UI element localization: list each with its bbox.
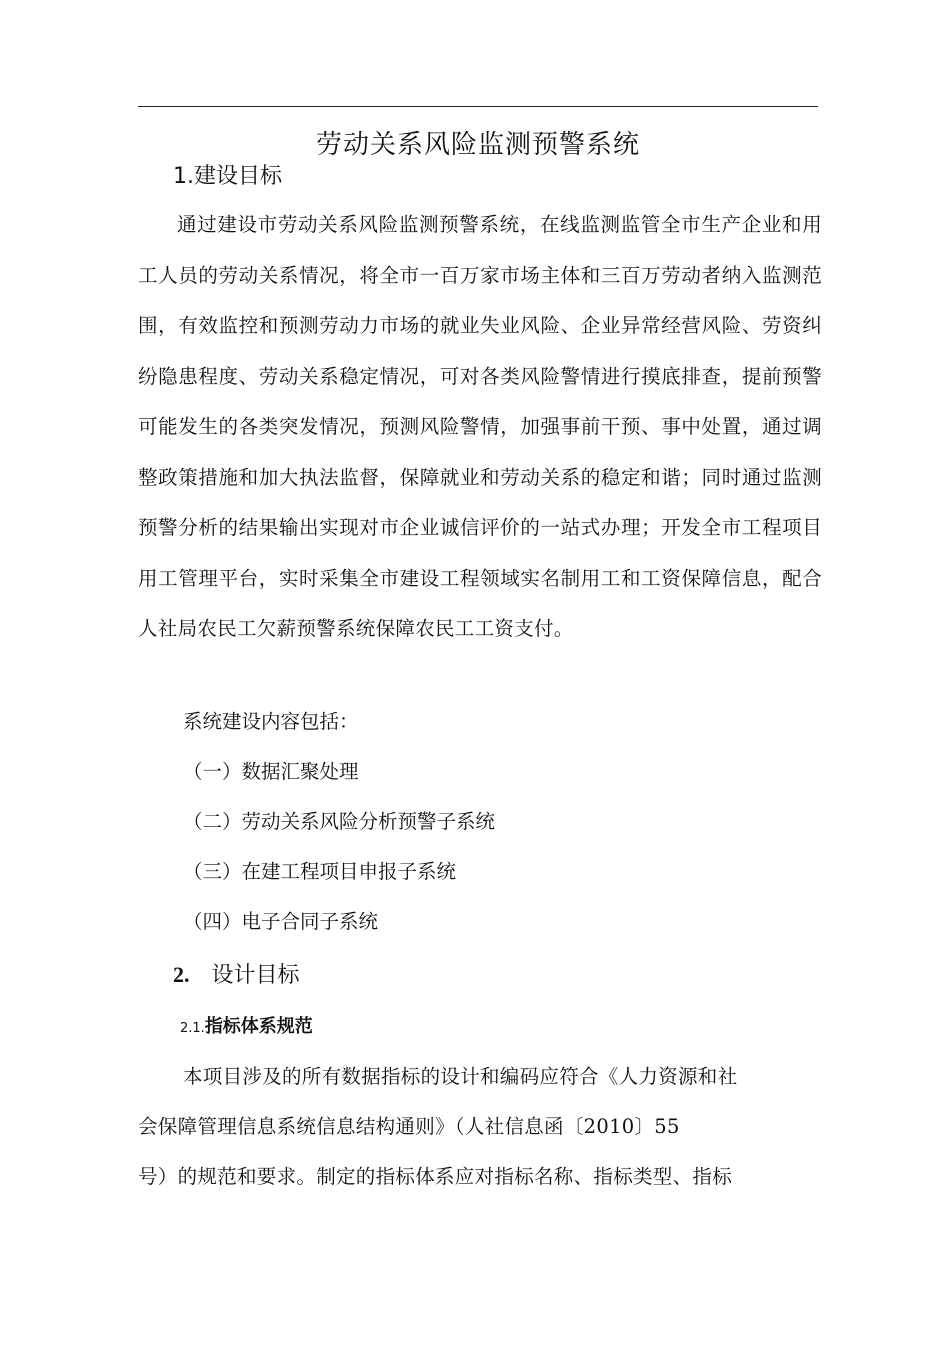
contents-item-2: （二）劳动关系风险分析预警子系统 bbox=[183, 810, 496, 833]
section-1-heading bbox=[173, 162, 282, 192]
subsection-2-1-heading bbox=[180, 1014, 313, 1042]
section-2-heading bbox=[173, 960, 300, 991]
section-2-line-3: 号）的规范和要求。制定的指标体系应对指标名称、指标类型、指标 bbox=[138, 1165, 733, 1188]
section-1-title: 建设目标 bbox=[194, 164, 283, 189]
contents-intro: 系统建设内容包括： bbox=[183, 710, 359, 733]
contents-item-3: （三）在建工程项目申报子系统 bbox=[183, 860, 457, 883]
subsection-2-1-title: 指标体系规范 bbox=[204, 1016, 313, 1037]
section-2-line-2: 会保障管理信息系统信息结构通则》（人社信息函〔2010〕55 bbox=[138, 1115, 680, 1138]
section-2-title: 设计目标 bbox=[211, 963, 300, 988]
header-rule bbox=[138, 106, 818, 107]
subsection-2-1-number: 2.1. bbox=[180, 1021, 205, 1036]
section-1-number: 1. bbox=[173, 164, 194, 189]
section-1-paragraph: 通过建设市劳动关系风险监测预警系统，在线监测监管全市生产企业和用工人员的劳动关系情况，将全市一百万家市场主体和三百万劳动者纳入监测范围，有效监控和预测劳动力市场的就业失业风险、企业异常经营风险、劳资纠纷隐患程度、劳动关系稳定情况，可对各类风险警情进行摸底排查，提前预警可能发生的各类突发情况，预测风险警情，加强事前干预、事中处置，通过调整政策措施和加大执法监督，保障就业和劳动关系的稳定和谐；同时通过监测预警分析的结果输出实现对市企业诚信评价的一站式办理；开发全市工程项目用工管理平台，实时采集全市建设工程领域实名制用工和工资保障信息，配合人社局农民工欠薪预警系统保障农民工工资支付。 bbox=[138, 213, 822, 640]
document-title: 劳动关系风险监测预警系统 bbox=[315, 130, 640, 161]
contents-item-4: （四）电子合同子系统 bbox=[183, 910, 379, 933]
section-2-number: 2. bbox=[173, 962, 190, 987]
contents-item-1: （一）数据汇聚处理 bbox=[183, 760, 359, 783]
section-2-line-1: 本项目涉及的所有数据指标的设计和编码应符合《人力资源和社 bbox=[183, 1065, 738, 1088]
